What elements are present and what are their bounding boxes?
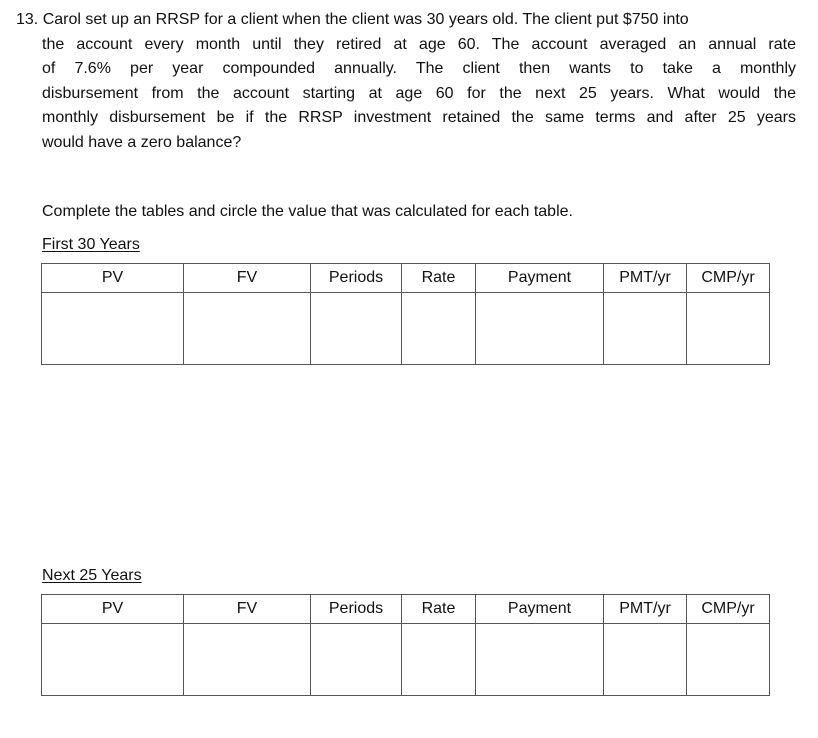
table-first-30-years [41,263,770,365]
column-header-pmt-yr: PMT/yr [604,264,687,293]
column-header-pv: PV [42,595,184,624]
cell-payment[interactable] [476,624,604,696]
question-line: monthly disbursement be if the RRSP investment retained the same terms and after 25 years [42,109,796,126]
table-row [42,293,770,365]
cell-periods[interactable] [311,624,402,696]
column-header-pmt-yr: PMT/yr [604,595,687,624]
cell-pmt-yr[interactable] [604,293,687,365]
column-header-rate: Rate [402,264,476,293]
question-line: of 7.6% per year compounded annually. The client then wants to take a monthly [42,60,796,77]
cell-fv[interactable] [184,624,311,696]
column-header-fv: FV [184,264,311,293]
cell-rate[interactable] [402,293,476,365]
question-text [16,8,796,155]
section-title-next-25-years: Next 25 Years [42,567,142,584]
cell-periods[interactable] [311,293,402,365]
column-header-payment: Payment [476,595,604,624]
question-line: disbursement from the account starting at age 60 for the next 25 years. What would the [42,84,796,102]
table-next-25-years [41,594,770,696]
column-header-periods: Periods [311,264,402,293]
question-line: 13. Carol set up an RRSP for a client when the client was 30 years old. The client put $750 into [16,11,689,28]
cell-payment[interactable] [476,293,604,365]
cell-pv[interactable] [42,624,184,696]
column-header-rate: Rate [402,595,476,624]
cell-pv[interactable] [42,293,184,365]
section-title-first-30-years: First 30 Years [42,236,140,253]
instructions: Complete the tables and circle the value that was calculated for each table. [42,203,573,220]
cell-cmp-yr[interactable] [687,293,770,365]
cell-pmt-yr[interactable] [604,624,687,696]
table-header-row [42,264,770,293]
table-row [42,624,770,696]
column-header-periods: Periods [311,595,402,624]
column-header-cmp-yr: CMP/yr [687,595,770,624]
column-header-fv: FV [184,595,311,624]
cell-rate[interactable] [402,624,476,696]
question-line: the account every month until they retired at age 60. The account averaged an annual rate [42,35,796,53]
cell-cmp-yr[interactable] [687,624,770,696]
cell-fv[interactable] [184,293,311,365]
question-line: would have a zero balance? [42,133,242,151]
table-header-row [42,595,770,624]
column-header-payment: Payment [476,264,604,293]
column-header-pv: PV [42,264,184,293]
column-header-cmp-yr: CMP/yr [687,264,770,293]
